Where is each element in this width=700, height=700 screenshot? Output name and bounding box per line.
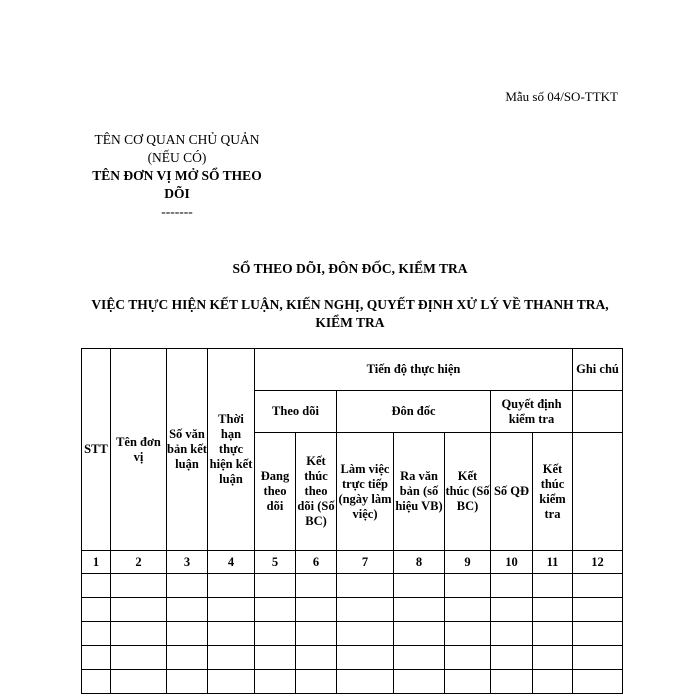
column-number: 4 [208, 551, 255, 574]
header-urge-group: Đôn đốc [337, 391, 491, 433]
unit-name-line1: TÊN ĐƠN VỊ MỞ SỔ THEO [92, 168, 262, 183]
document-subtitle: VIỆC THỰC HIỆN KẾT LUẬN, KIẾN NGHỊ, QUYẾT ĐỊNH XỬ LÝ VỀ THANH TRA, KIỂM TRA [91, 297, 609, 330]
column-number: 11 [533, 551, 573, 574]
table-row [82, 670, 623, 694]
column-number: 8 [394, 551, 445, 574]
header-monitor-end: Kết thúc theo dõi (Số BC) [296, 433, 337, 551]
column-number: 12 [573, 551, 623, 574]
header-doc-number: Số văn bản kết luận [167, 349, 208, 551]
table-row [82, 622, 623, 646]
header-monitor-group: Theo dõi [255, 391, 337, 433]
header-issue-doc: Ra văn bản (số hiệu VB) [394, 433, 445, 551]
column-number: 6 [296, 551, 337, 574]
column-number: 1 [82, 551, 111, 574]
agency-parent: TÊN CƠ QUAN CHỦ QUẢN [94, 132, 260, 147]
header-deadline: Thời hạn thực hiện kết luận [208, 349, 255, 551]
form-code: Mẫu số 04/SO-TTKT [505, 89, 618, 104]
header-monitoring: Đang theo dõi [255, 433, 296, 551]
header-decision-no: Số QĐ [491, 433, 533, 551]
column-number-row [82, 551, 623, 574]
table-row [82, 646, 623, 670]
header-note: Ghi chú [573, 349, 623, 391]
header-separator: ------- [161, 204, 193, 219]
header-note-blank [573, 391, 623, 433]
column-number: 10 [491, 551, 533, 574]
ledger-table [81, 348, 623, 694]
column-number: 9 [445, 551, 491, 574]
table-row [82, 574, 623, 598]
table-row [82, 598, 623, 622]
header-stt: STT [82, 349, 111, 551]
header-progress: Tiến độ thực hiện [255, 349, 573, 391]
column-number: 7 [337, 551, 394, 574]
column-number: 3 [167, 551, 208, 574]
column-number: 5 [255, 551, 296, 574]
column-number: 2 [111, 551, 167, 574]
header-note-blank [573, 433, 623, 551]
header-unit-name: Tên đơn vị [111, 349, 167, 551]
header-inspect-group: Quyết định kiểm tra [491, 391, 573, 433]
header-direct-work: Làm việc trực tiếp (ngày làm việc) [337, 433, 394, 551]
header-urge-end: Kết thúc (Số BC) [445, 433, 491, 551]
agency-parent-note: (NẾU CÓ) [147, 150, 207, 165]
header-inspect-end: Kết thúc kiểm tra [533, 433, 573, 551]
document-title: SỔ THEO DÕI, ĐÔN ĐỐC, KIỂM TRA [232, 261, 468, 276]
agency-block [88, 131, 266, 221]
unit-name-line2: DÕI [164, 186, 190, 201]
